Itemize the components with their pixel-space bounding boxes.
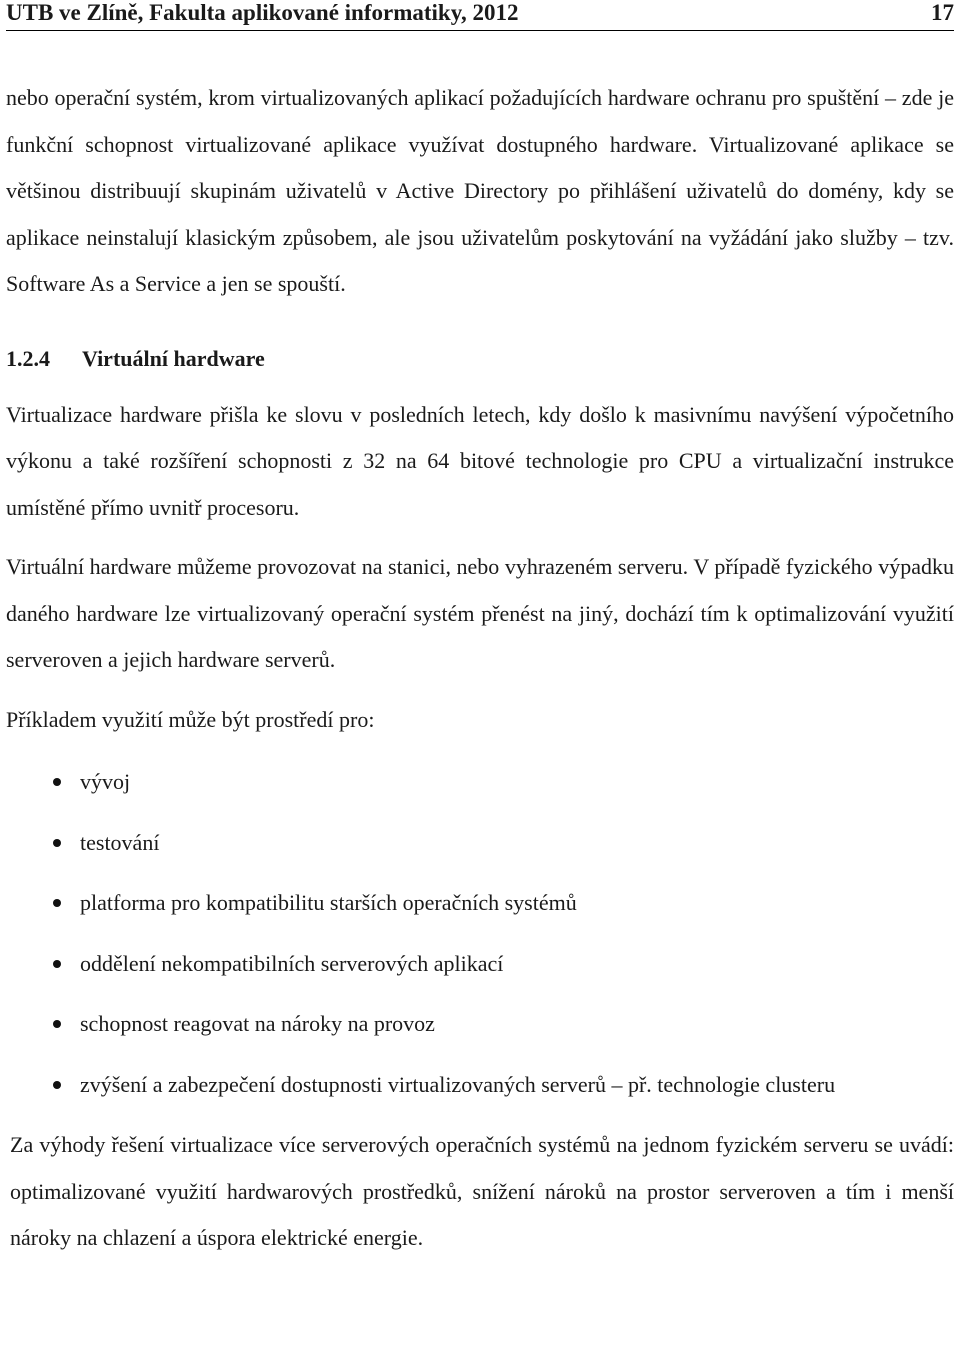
list-item (6, 880, 954, 926)
paragraph-examples-intro: Příkladem využití může být prostředí pro: (6, 706, 375, 732)
section-number: 1.2.4 (6, 345, 50, 371)
examples-list (6, 759, 954, 1108)
section-heading (6, 336, 954, 382)
list-item (6, 1062, 954, 1108)
page-header (6, 0, 954, 31)
list-item-text: schopnost reagovat na nároky na provoz (80, 1011, 435, 1036)
list-item-text: testování (80, 829, 160, 855)
bullet-icon (53, 1020, 61, 1028)
bullet-icon (53, 839, 61, 847)
list-item (6, 1001, 954, 1047)
list-item-text: zvýšení a zabezpečení dostupnosti virtualizovaných serverů – př. technologie clusteru (80, 1071, 836, 1097)
bullet-icon (53, 960, 61, 968)
paragraph-advantages: Za výhody řešení virtualizace více serverových operačních systémů na jednom fyzickém serveru se uvádí: optimalizované využití hardwarových prostředků, snížení nároků na prostor serveroven a tím i menší nároky na chlazení a úspora elektrické energie. (10, 1132, 954, 1250)
paragraph-virtual-hardware: Virtuální hardware můžeme provozovat na stanici, nebo vyhrazeném serveru. V případě fyzického výpadku daného hardware lze virtualizovaný operační systém přenést na jiný, dochází tím k optimalizování využití serveroven a jejich hardware serverů. (6, 554, 954, 672)
list-item-text: platforma pro kompatibilitu starších operačních systémů (80, 890, 577, 915)
page-number: 17 (931, 0, 954, 25)
list-item-text: vývoj (80, 769, 131, 794)
bullet-icon (53, 1081, 61, 1089)
list-item (6, 820, 954, 866)
section-title: Virtuální hardware (82, 345, 265, 371)
bullet-icon (53, 899, 61, 907)
paragraph-virtualized-apps: nebo operační systém, krom virtualizovaných aplikací požadujících hardware ochranu pro spuštění – zde je funkční schopnost virtualizované aplikace využívat dostupného hardware. Virtualizované aplikace se většinou distribuují skupinám uživatelů v Active Directory po přihlášení uživatelů do domény, kdy se aplikace neinstalují klasickým způsobem, ale jsou uživatelům poskytování na vyžádání jako služby – tzv. Software As a Service a jen se spouští. (6, 85, 954, 296)
list-item-text: oddělení nekompatibilních serverových aplikací (80, 950, 504, 976)
paragraph-hardware-virtualization: Virtualizace hardware přišla ke slovu v posledních letech, kdy došlo k masivnímu navýšení výpočetního výkonu a také rozšíření schopnosti z 32 na 64 bitové technologie pro CPU a virtualizační instrukce umístěné přímo uvnitř procesoru. (6, 401, 954, 520)
bullet-icon (53, 778, 61, 786)
document-body (6, 75, 954, 1262)
header-title: UTB ve Zlíně, Fakulta aplikované informatiky, 2012 (6, 0, 519, 25)
list-item (6, 941, 954, 987)
list-item (6, 759, 954, 805)
